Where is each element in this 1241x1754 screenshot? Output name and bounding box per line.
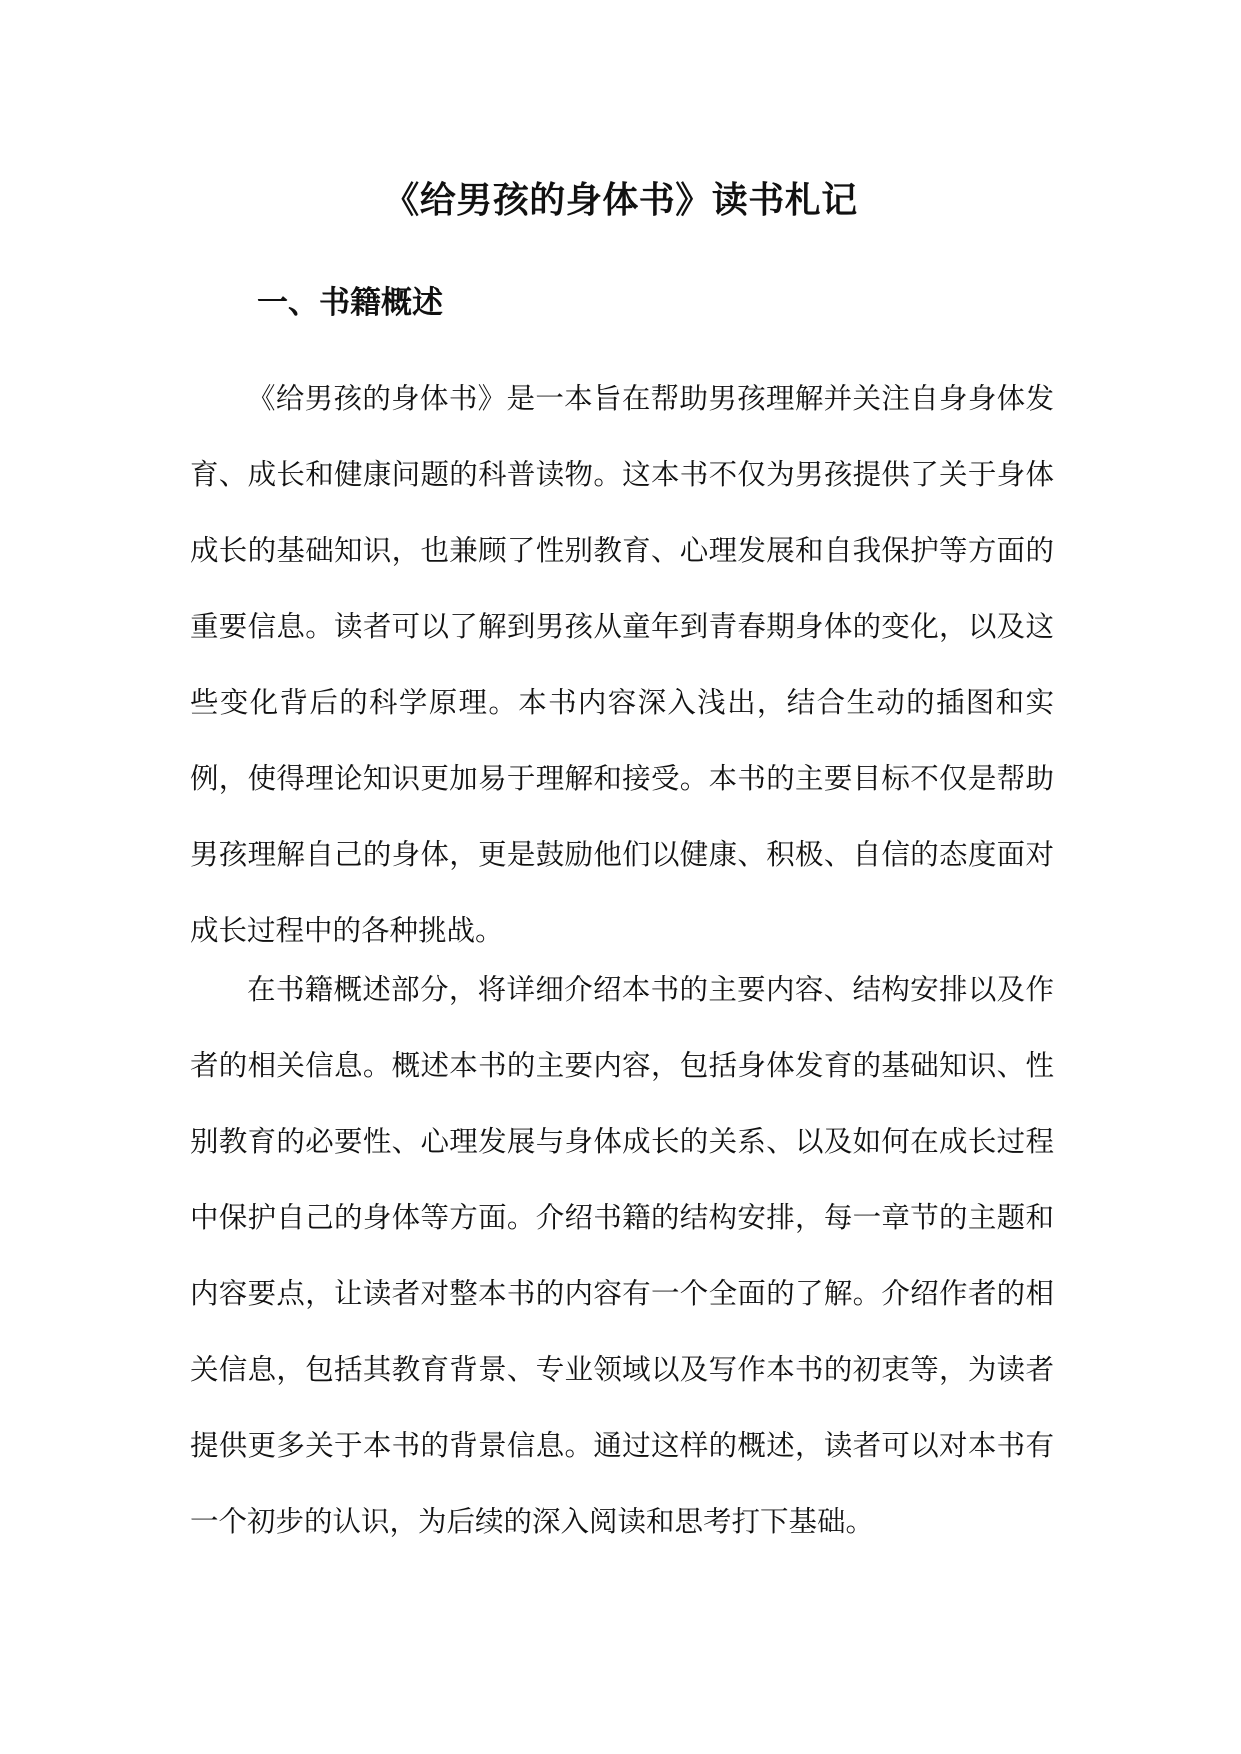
section-heading: 一、书籍概述 <box>257 285 443 321</box>
body-paragraph: 在书籍概述部分，将详细介绍本书的主要内容、结构安排以及作者的相关信息。概述本书的主要内容，包括身体发育的基础知识、性别教育的必要性、心理发展与身体成长的关系、以及如何在成长过程中保护自己的身体等方面。介绍书籍的结构安排，每一章节的主题和内容要点，让读者对整本书的内容有一个全面的了解。介绍作者的相关信息，包括其教育背景、专业领域以及写作本书的初衷等，为读者提供更多关于本书的背景信息。通过这样的概述，读者可以对本书有一个初步的认识，为后续的深入阅读和思考打下基础。 <box>190 973 1054 1538</box>
body-paragraph: 《给男孩的身体书》是一本旨在帮助男孩理解并关注自身身体发育、成长和健康问题的科普读物。这本书不仅为男孩提供了关于身体成长的基础知识，也兼顾了性别教育、心理发展和自我保护等方面的重要信息。读者可以了解到男孩从童年到青春期身体的变化，以及这些变化背后的科学原理。本书内容深入浅出，结合生动的插图和实例，使得理论知识更加易于理解和接受。本书的主要目标不仅是帮助男孩理解自己的身体，更是鼓励他们以健康、积极、自信的态度面对成长过程中的各种挑战。 <box>190 382 1054 947</box>
document-title: 《给男孩的身体书》读书札记 <box>383 179 858 222</box>
